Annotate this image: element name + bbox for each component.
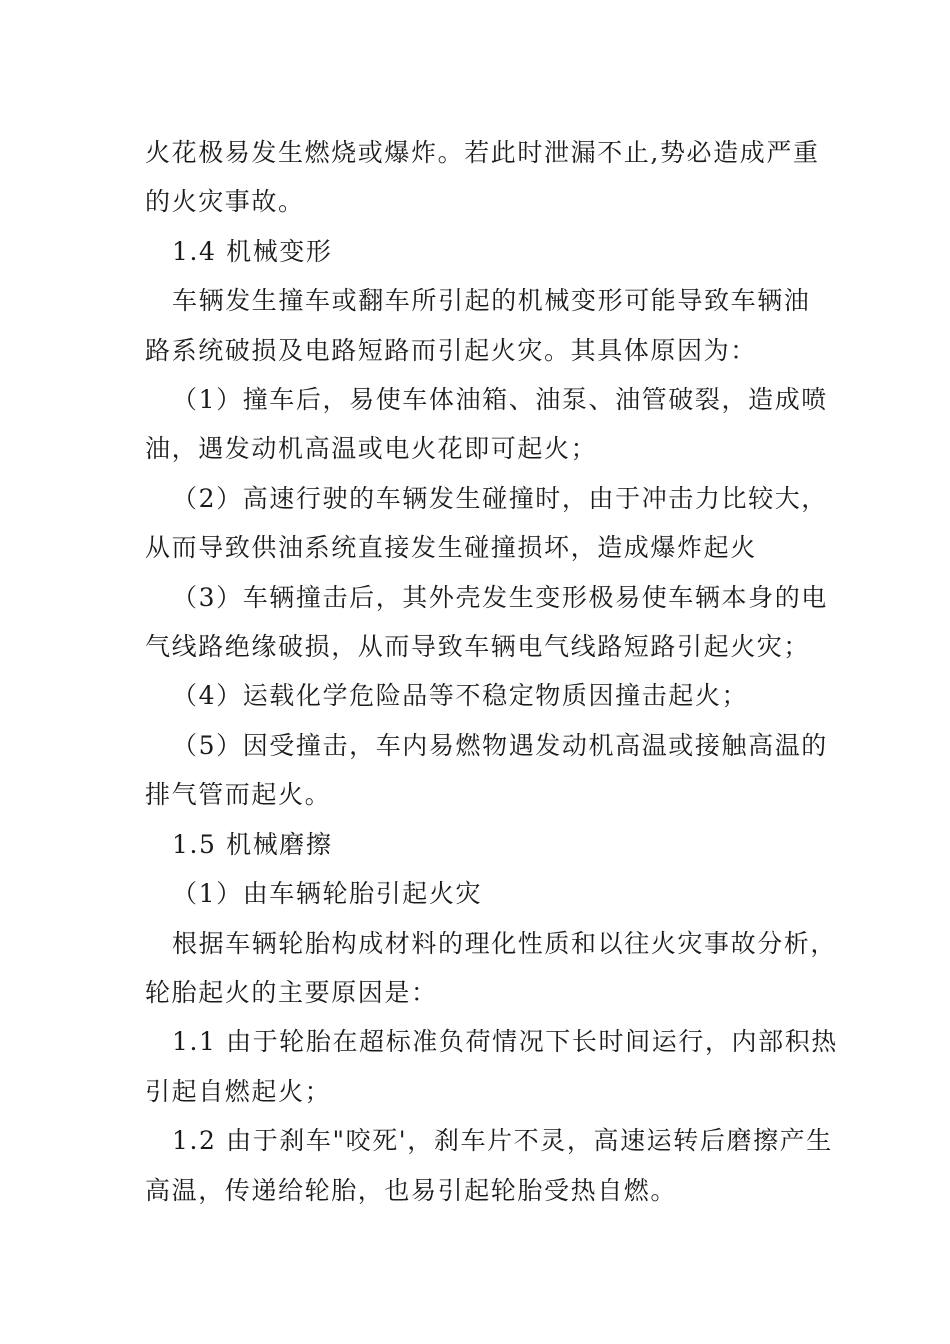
body-line: 火花极易发生燃烧或爆炸。若此时泄漏不止,势必造成严重 [145,138,820,167]
body-line: 车辆发生撞车或翻车所引起的机械变形可能导致车辆油 [172,286,811,316]
body-line: 高温，传递给轮胎，也易引起轮胎受热自燃。 [145,1175,678,1205]
body-line: 引起自燃起火； [145,1076,332,1106]
list-item: （5）因受撞击，车内易燃物遇发动机高温或接触高温的 [172,730,828,760]
body-line: 排气管而起火。 [145,780,332,810]
body-line: 的火灾事故。 [145,187,305,217]
list-item: 1.1 由于轮胎在超标准负荷情况下长时间运行，内部积热 [172,1027,838,1057]
body-line: 油，遇发动机高温或电火花即可起火； [145,434,598,464]
section-heading: 1.4 机械变形 [172,236,333,266]
body-line: 从而导致供油系统直接发生碰撞损坏，造成爆炸起火 [145,533,757,563]
list-item: （1）由车辆轮胎引起火灾 [172,879,483,909]
body-line: 轮胎起火的主要原因是： [145,977,438,1007]
section-heading: 1.5 机械磨擦 [172,829,333,859]
document-body [145,128,838,1215]
body-line: 根据车辆轮胎构成材料的理化性质和以往火灾事故分析， [172,928,838,958]
list-item: （3）车辆撞击后，其外壳发生变形极易使车辆本身的电 [172,582,828,612]
body-line: 路系统破损及电路短路而引起火灾。其具体原因为： [145,335,757,365]
list-item: （1）撞车后，易使车体油箱、油泵、油管破裂，造成喷 [172,385,828,415]
body-line: 气线路绝缘破损，从而导致车辆电气线路短路引起火灾； [145,632,811,662]
list-item: 1.2 由于刹车"咬死'，刹车片不灵，高速运转后磨擦产生 [172,1126,833,1156]
list-item: （4）运载化学危险品等不稳定物质因撞击起火； [172,681,749,711]
list-item: （2）高速行驶的车辆发生碰撞时，由于冲击力比较大， [172,483,828,513]
